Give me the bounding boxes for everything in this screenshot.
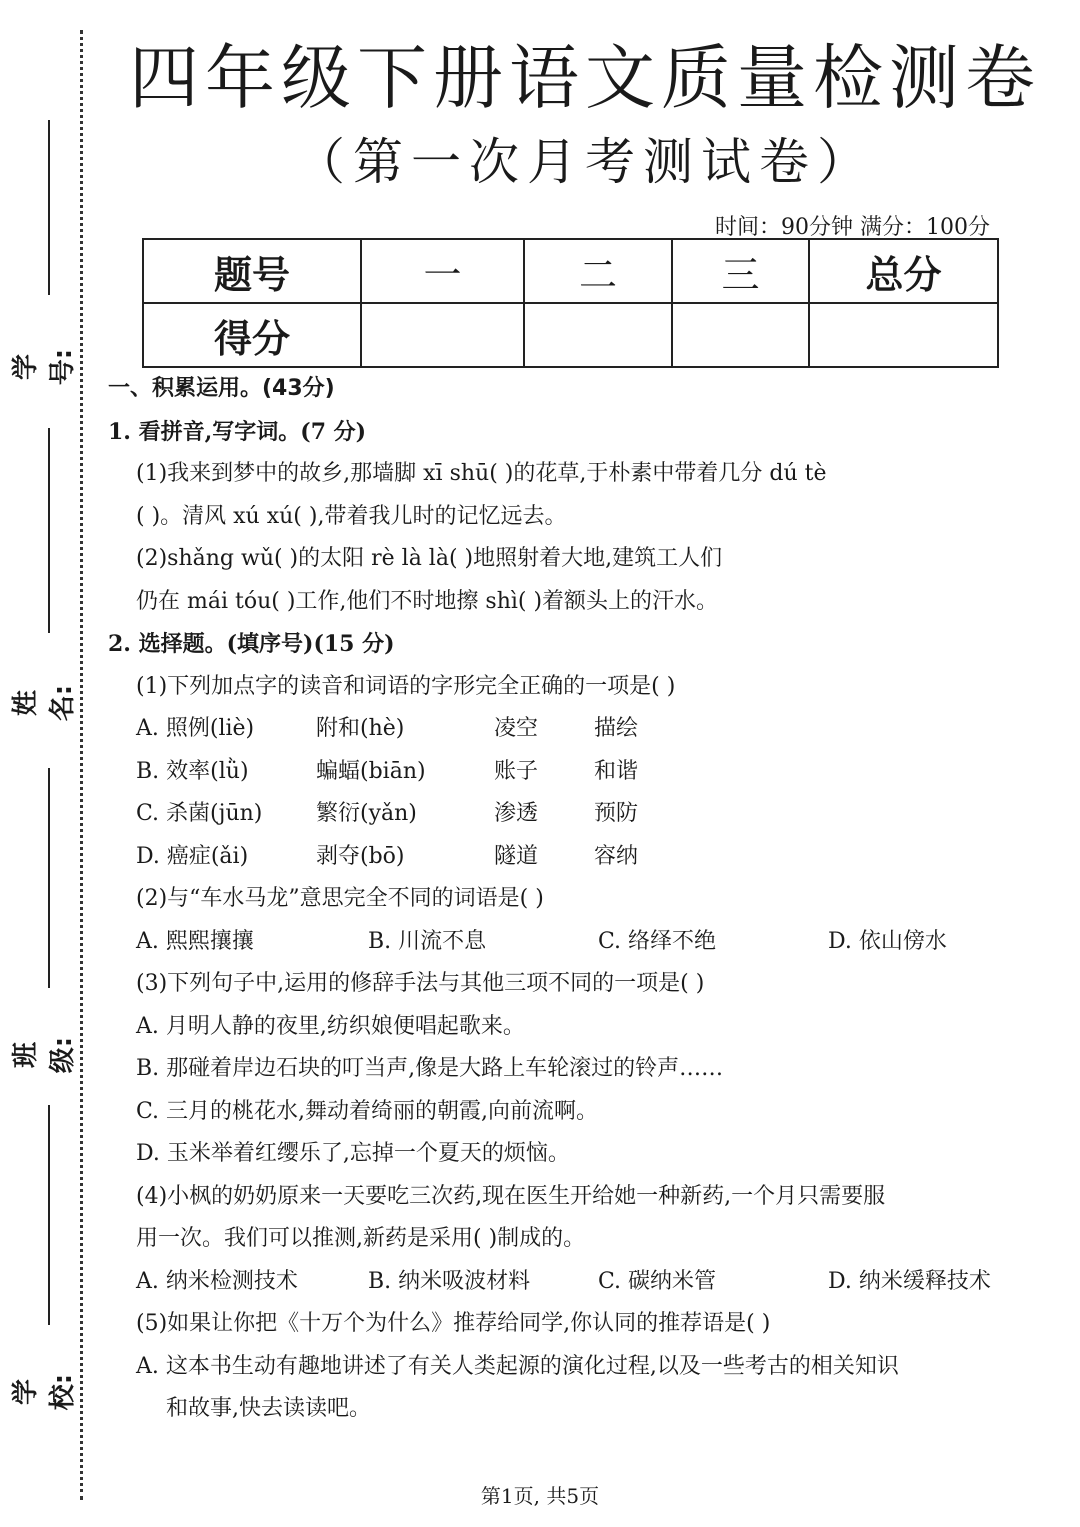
option-b: B. 纳米吸波材料 (368, 1268, 531, 1294)
option-d-word1: D. 癌症(ǎi) (136, 843, 249, 869)
score-cell[interactable] (524, 303, 672, 367)
score-table (142, 238, 999, 368)
option-d-word4: 容纳 (594, 843, 639, 869)
option-c: C. 三月的桃花水,舞动着绮丽的朝霞,向前流啊。 (136, 1098, 599, 1124)
question-line: (1)我来到梦中的故乡,那墙脚 xī shū( )的花草,于朴素中带着几分 dú tè (136, 461, 827, 486)
question-line: ( )。清风 xú xú( ),带着我儿时的记忆远去。 (136, 503, 567, 529)
option-row (108, 751, 1028, 794)
option-b: B. 川流不息 (368, 928, 487, 954)
class-blank[interactable] (48, 768, 50, 988)
score-cell[interactable] (361, 303, 524, 367)
page-title: 四年级下册语文质量检测卷 (129, 37, 1041, 119)
option-row (108, 921, 1028, 964)
option-d-word3: 隧道 (494, 843, 539, 869)
score-header-cell: 一 (361, 239, 524, 303)
option-c-word2: 繁衍(yǎn) (316, 801, 417, 826)
option-row (108, 836, 1028, 879)
score-table-header-row (143, 239, 998, 303)
option-a-word2: 附和(hè) (316, 716, 405, 741)
score-header-cell: 三 (672, 239, 809, 303)
option-d: D. 纳米缓释技术 (828, 1268, 991, 1294)
score-table-score-row (143, 303, 998, 367)
binding-dotted-line (80, 30, 83, 1500)
option-a: A. 熙熙攘攘 (136, 928, 254, 954)
score-row-label: 得分 (143, 303, 361, 367)
school-label: 学校: (11, 1373, 78, 1411)
page-footer: 第1页, 共5页 (480, 1484, 600, 1508)
class-label: 班级: (11, 1036, 78, 1074)
score-header-cell: 题号 (143, 239, 361, 303)
option-row (108, 1261, 1028, 1304)
score-cell[interactable] (809, 303, 998, 367)
student-id-label: 学号: (11, 348, 78, 386)
option-b-word4: 和谐 (594, 758, 639, 784)
option-b-word2: 蝙蝠(biān) (316, 758, 426, 784)
option-d: D. 玉米举着红缨乐了,忘掉一个夏天的烦恼。 (136, 1141, 570, 1166)
option-c: C. 络绎不绝 (598, 928, 717, 954)
option-c-word3: 渗透 (494, 801, 539, 826)
question-line: (5)如果让你把《十万个为什么》推荐给同学,你认同的推荐语是( ) (136, 1311, 771, 1336)
option-a: A. 纳米检测技术 (136, 1268, 298, 1294)
question-line: (2)与“车水马龙”意思完全不同的词语是( ) (136, 886, 544, 911)
exam-time-info: 时间：90分钟 满分：100分 (715, 215, 990, 240)
question-line: 用一次。我们可以推测,新药是采用( )制成的。 (136, 1226, 586, 1251)
name-label: 姓名: (11, 684, 78, 722)
question-title: 2. 选择题。(填序号)(15 分) (108, 631, 395, 657)
exam-content (108, 368, 1028, 1431)
option-a-word1: A. 照例(liè) (136, 716, 255, 741)
option-c-word4: 预防 (594, 801, 639, 826)
page-subtitle: （第一次月考测试卷） (295, 133, 875, 191)
option-row (108, 708, 1028, 751)
option-a-word4: 描绘 (594, 716, 639, 741)
student-id-blank[interactable] (48, 120, 50, 295)
option-row (108, 793, 1028, 836)
question-line: (2)shǎng wǔ( )的太阳 rè là là( )地照射着大地,建筑工人们 (136, 546, 723, 571)
option-a-continued: 和故事,快去读读吧。 (166, 1396, 371, 1421)
question-title: 1. 看拼音,写字词。(7 分) (108, 418, 367, 445)
option-d-word2: 剥夺(bō) (316, 843, 405, 869)
question-line: (3)下列句子中,运用的修辞手法与其他三项不同的一项是( ) (136, 971, 705, 996)
school-blank[interactable] (48, 1105, 50, 1325)
option-c: C. 碳纳米管 (598, 1268, 717, 1294)
section-heading: 一、积累运用。(43分) (108, 376, 335, 401)
option-a: A. 月明人静的夜里,纺织娘便唱起歌来。 (136, 1013, 525, 1039)
question-line: (4)小枫的奶奶原来一天要吃三次药,现在医生开给她一种新药,一个月只需要服 (136, 1183, 886, 1209)
question-line: (1)下列加点字的读音和词语的字形完全正确的一项是( ) (136, 673, 676, 699)
name-blank[interactable] (48, 428, 50, 633)
score-header-cell: 二 (524, 239, 672, 303)
option-b: B. 那碰着岸边石块的叮当声,像是大路上车轮滚过的铃声…… (136, 1056, 724, 1081)
option-b-word1: B. 效率(lǜ) (136, 758, 249, 784)
score-header-cell: 总分 (809, 239, 998, 303)
question-line: 仍在 mái tóu( )工作,他们不时地擦 shì( )着额头上的汗水。 (136, 588, 719, 614)
score-cell[interactable] (672, 303, 809, 367)
option-c-word1: C. 杀菌(jūn) (136, 801, 263, 826)
option-a-word3: 凌空 (494, 716, 539, 741)
option-b-word3: 账子 (494, 758, 539, 784)
option-a: A. 这本书生动有趣地讲述了有关人类起源的演化过程,以及一些考古的相关知识 (136, 1353, 899, 1379)
option-d: D. 依山傍水 (828, 928, 947, 954)
